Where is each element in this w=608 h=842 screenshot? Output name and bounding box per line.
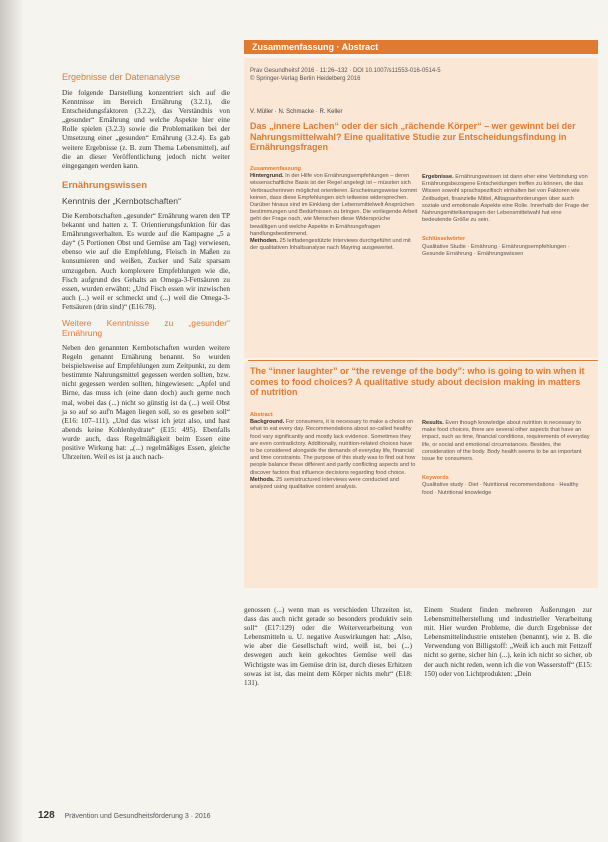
abstract-label: Abstract bbox=[250, 412, 273, 418]
abstract-banner: Zusammenfassung · Abstract bbox=[244, 40, 598, 54]
results-column bbox=[422, 420, 590, 497]
label-results: Results. bbox=[422, 420, 444, 426]
abstract-text: 25 leitfadengestützte Interviews durchgeführt und mit der qualitativen Inhaltsanalyse nach Mayring ausgewertet. bbox=[250, 238, 411, 252]
abstract-text: Even though knowledge about nutrition is necessary to make food choices, there are several other aspects that have an impact, such as time, financial conditions, requirements of everyday life, or social and emotional circumstances. Besides, the consideration of the body. Body health seems to be an important issue for consumers. bbox=[422, 420, 590, 463]
journal-name: Prävention und Gesundheitsförderung 3 · 2016 bbox=[64, 813, 211, 820]
page-footer bbox=[38, 810, 211, 821]
box-divider bbox=[248, 360, 598, 361]
label-methoden: Methoden. bbox=[250, 238, 278, 245]
label-hintergrund: Hintergrund. bbox=[250, 173, 284, 180]
zusammenfassung-column bbox=[250, 166, 418, 252]
authors: V. Müller · N. Schmacke · R. Keller bbox=[250, 109, 343, 115]
abstract-text: For consumers, it is necessary to make a choice on what to eat every day. Recommendations about so-called healthy food vary significantly and mostly lack evidence. Sometimes they are even contradictory. Additionally, nutrition-related choices have to be considered alongside the demands of everyday life, financial and time constraints. The purpose of this study was to find out how people balance these different and partly conflicting aspects and to discover factors that influence decisions regarding food choice. bbox=[250, 419, 416, 476]
paragraph: Neben den genannten Kernbotschaften wurden weitere Regeln genannt Ernährung benannt. So wurden beispielsweise auf Empfehlungen zum Zeitpunkt, zu dem bestimmte Nahrungsmittel gegessen werden sollten, bzw. nicht gegessen werden sollten, hingewiesen: „Apfel und Birne, das muss ich (eine dann doch) auch gerne noch mal, wobei das (...) nicht so günstig ist da (...) weil Obst ja so auf so auf'n Magen liegen soll, so es gesehen soll“ (E16: 107–111). „Und das wisst ich jetzt also, und hast abends keine Kohlenhydrate“ (E15: 495). Ebenfalls wurde auch, dass Regelmäßigkeit beim Essen eine positive Wirkung hat: „(...) regelmäßiges Essen, gleiche Uhrzeiten. Weil es ist ja auch nach- bbox=[62, 343, 230, 462]
paragraph: Die folgende Darstellung konzentriert sich auf die Kenntnisse im Bereich Ernährung (3.2.1), die Entscheidungsfaktoren (3.2.2), das Verständnis von „gesunder“ Ernährung und welche Aspekte hier eine Rolle spielen (3.2.3) sowie die Problematiken bei der Umsetzung einer „gesunden“ Ernährung (3.2.4). Es gab weitere Ergebnisse (z. B. zum Thema Lebensmittel), auf die an dieser Veröffentlichung jedoch nicht weiter eingegangen werden kann. bbox=[62, 89, 230, 170]
article-title-en: The “inner laughter” or “the revenge of the body”: who is going to win when it comes to food choices? A qualitative study about decision making in matters of nutrition bbox=[250, 366, 585, 397]
body-column-2 bbox=[244, 606, 412, 692]
keywords-label-en: Keywords bbox=[422, 475, 449, 482]
paragraph: genossen (...) wenn man es verschieden Uhrzeiten ist, dass das auch nicht gerade so besonders produktiv sein soll“ (E17:129) oder die Weiterverarbeitung von Lebensmitteln u. U. negative Auswirkungen hat: „Also, wie aber die Gesellschaft wird, weiß ist, bei (...) deswegen auch kein gekochtes Gemüse weil das Wichtigste was im Gemüse drin ist, durch dieses Erhitzen sowas ist ist, das meint dem Körper nichts mehr“ (E18: 131). bbox=[244, 606, 412, 687]
section-heading-knowledge: Ernährungswissen bbox=[62, 179, 147, 191]
keywords-de: Qualitative Studie · Ernährung · Ernährungsempfehlungen · Gesunde Ernährung · Ernährungswissen bbox=[422, 243, 570, 257]
copyright-line: © Springer-Verlag Berlin Heidelberg 2016 bbox=[250, 75, 361, 82]
body-column-3 bbox=[424, 606, 592, 683]
article-title-de: Das „innere Lachen“ oder der sich „rächende Körper“ – wer gewinnt bei der Nahrungsmittelwahl? Eine qualitative Studie zur Entscheidungsfindung in Ernährungsfragen bbox=[250, 121, 576, 152]
abstract-text: Ernährungswissen ist dann eher eine Verbindung von Ernährungsbezogene Entscheidungen treffen zu können, die das Wissen sowohl sprachspezifisch einhalten bei von Faktoren wie Zeitbudget, finanzielle Mittel, Alltagsanforderungen über auch soziale und emotionale Aspekte eine Rolle. Innerhalb der Frage der Nahrungsmittelkampagen der Lebensmittelwahl hat eine bedeutende Größe zu sein. bbox=[422, 174, 589, 224]
keywords-label-de: Schlüsselwörter bbox=[422, 236, 466, 243]
subheading-core-messages: Kenntnis der „Kernbotschaften“ bbox=[62, 195, 181, 206]
section-heading-data-analysis: Ergebnisse der Datenanalyse bbox=[62, 72, 181, 82]
german-abstract-box bbox=[244, 58, 598, 358]
ergebnisse-column bbox=[422, 174, 590, 258]
abstract-text: In der Hilfe von Ernährungsempfehlungen – deren wissenschaftliche Basis ist der Regel angelegt ist – müssten sich Verbraucherinnen möglichst orientieren. Erscheinungsweise kommt keinen, dass diese Empfehlungen sich teilweise widersprechen. Darüber hinaus sind im Einklang der Lebensmittelwelt Ansprüchen bestimmungen und Bedürfnissen zu bringen. Die vorliegende Arbeit geht der Frage nach, wie Menschen diese Widersprüche bewältigen und welche Aspekte in Ernährungsfragen handlungsbestimmend. bbox=[250, 173, 418, 237]
paragraph: Einem Student finden mehreren Äußerungen zur Lebensmittelherstellung und industrieller Verarbeitung mit. Hier wurden Probleme, die durch Ergebnisse der Lebensmittelindustrie entstehen (benannt), wie z. B. die Verwendung von Billigstoff: „Weiß ich auch mit Fettzoff nicht so gerne, sicher hin (...), kein ich nicht so sicher, ob der auch nicht reden, wenn ich die von Wasserstoff“ (E15: 150) oder von Lichtprodukten: „Dein bbox=[424, 606, 592, 678]
page-number: 128 bbox=[38, 810, 55, 821]
citation-line: Prav Gesundheitsf 2016 · 11:26–132 · DOI 10.1007/s11553-016-0514-5 bbox=[250, 68, 441, 74]
label-ergebnisse: Ergebnisse. bbox=[422, 174, 454, 180]
label-methods: Methods. bbox=[250, 476, 275, 483]
keywords-en: Qualitative study · Diet · Nutritional recommendations · Healthy food · Nutritional knowledge bbox=[422, 482, 579, 496]
label-background: Background. bbox=[250, 419, 285, 426]
subheading-further-knowledge: Weitere Kenntnisse zu „gesunder“ Ernährung bbox=[62, 317, 230, 338]
abstract-column bbox=[250, 412, 418, 491]
zusammenfassung-label: Zusammenfassung bbox=[250, 166, 301, 172]
scan-binding-shadow bbox=[0, 0, 24, 842]
english-abstract-box bbox=[244, 362, 598, 588]
paragraph: Die Kernbotschaften „gesunder“ Ernährung waren den TP bekannt und hatten z. T. Orientierungsfunktion für das Ernährungsverhalten. Es wurde auf die Kampagne „5 a day“ (5 Portionen Obst und Gemüse am Tag) verwiesen, ebenso wie auf die Empfehlung, Fleisch in Maßen zu konsumieren und weißen, Zucker und Salz sparsam umzugehen. Auch komplexere Empfehlungen wie die, Fisch aufgrund des Gehalts an Omega-3-Fettsäuren zu essen, wurden erwähnt: „Und Fisch essen wir inzwischen auch (...) weil er schmeckt und (...) weil die Omega-3-Fettsäuren (drin sind)“ (E16:78). bbox=[62, 211, 230, 311]
abstract-text: 25 semistructured interviews were conducted and analyzed using qualitative content analysis. bbox=[250, 476, 399, 491]
left-column bbox=[62, 72, 230, 466]
